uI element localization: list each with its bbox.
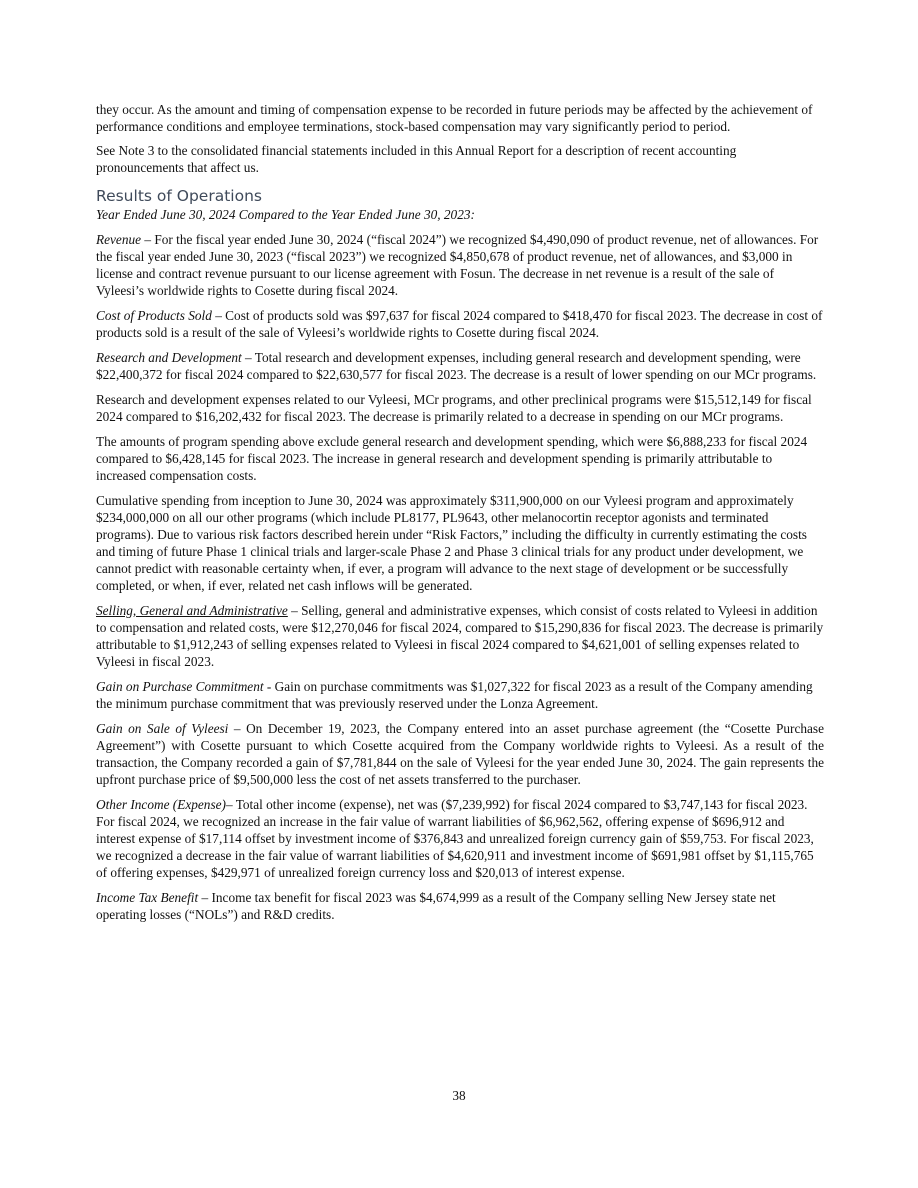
- tax-paragraph: [96, 889, 824, 923]
- gain-purchase-text: - Gain on purchase commitments was $1,027,322 for fiscal 2023 as a result of the Company amending the minimum purchase commitment that was previously reserved under the Lonza Agreement.: [96, 679, 813, 711]
- document-body: [96, 101, 824, 931]
- other-income-text: – Total other income (expense), net was ($7,239,992) for fiscal 2024 compared to $3,747,143 for fiscal 2023. For fiscal 2024, we recognized an increase in the fair value of warrant liabilities of $6,962,562, offering expense of $696,912 and interest expense of $17,114 offset by investment income of $376,843 and unrealized foreign currency gain of $59,753. For fiscal 2023, we recognized a decrease in the fair value of warrant liabilities of $4,620,911 and investment income of $691,981 offset by $1,115,765 of offering expenses, $429,971 of unrealized foreign currency loss and $20,013 of interest expense.: [96, 797, 814, 880]
- tax-text: – Income tax benefit for fiscal 2023 was $4,674,999 as a result of the Company selling New Jersey state net operating losses (“NOLs”) and R&D credits.: [96, 890, 776, 922]
- other-income-paragraph: [96, 796, 824, 881]
- revenue-paragraph: [96, 231, 824, 299]
- sga-paragraph: [96, 602, 824, 670]
- other-income-lead: Other Income (Expense): [96, 797, 226, 812]
- cost-lead: Cost of Products Sold: [96, 308, 212, 323]
- sga-text: – Selling, general and administrative expenses, which consist of costs related to Vyleesi in addition to compensation and related costs, were $12,270,046 for fiscal 2024, compared to $15,290,836 for fiscal 2023. The decrease is primarily attributable to $1,912,243 of selling expenses related to Vyleesi in fiscal 2024 compared to $4,621,001 of selling expenses related to Vyleesi in fiscal 2023.: [96, 603, 824, 669]
- cost-text: – Cost of products sold was $97,637 for fiscal 2024 compared to $418,470 for fiscal 2023. The decrease in cost of products sold is a result of the sale of Vyleesi’s worldwide rights to Cosette during fiscal 2024.: [96, 308, 823, 340]
- rnd-lead: Research and Development: [96, 350, 242, 365]
- gain-sale-lead: Gain on Sale of Vyleesi: [96, 721, 229, 736]
- revenue-text: – For the fiscal year ended June 30, 2024 (“fiscal 2024”) we recognized $4,490,090 of product revenue, net of allowances. For the fiscal year ended June 30, 2023 (“fiscal 2023”) we recognized $4,850,678 of product revenue, net of allowances, and $3,000 in license and contract revenue pursuant to our license agreement with Fosun. The decrease in net revenue is a result of the sale of Vyleesi’s worldwide rights to Cosette during fiscal 2024.: [96, 232, 819, 298]
- rnd-general-paragraph: The amounts of program spending above exclude general research and development spending, which were $6,888,233 for fiscal 2024 compared to $6,428,145 for fiscal 2023. The increase in general research and development spending is primarily attributable to increased compensation costs.: [96, 434, 808, 483]
- gain-sale-text: – On December 19, 2023, the Company entered into an asset purchase agreement (the “Cosette Purchase Agreement”) with Cosette pursuant to which Cosette acquired from the Company worldwide rights to Vyleesi. As a result of the transaction, the Company recorded a gain of $7,781,844 on the sale of Vyleesi for the year ended June 30, 2024. The gain represents the upfront purchase price of $9,500,000 less the cost of net assets transferred to the purchaser.: [96, 721, 824, 787]
- gain-purchase-paragraph: [96, 678, 824, 712]
- cumulative-spending-paragraph: Cumulative spending from inception to June 30, 2024 was approximately $311,900,000 on our Vyleesi program and approximately $234,000,000 on all our other programs (which include PL8177, PL9643, other melanocortin receptor agonists and terminated programs). Due to various risk factors described herein under “Risk Factors,” including the difficulty in currently estimating the costs and timing of future Phase 1 clinical trials and larger-scale Phase 2 and Phase 3 clinical trials for any product under development, we cannot predict with reasonable certainty when, if ever, a program will advance to the next stage of development or be successfully completed, or when, if ever, related net cash inflows will be generated.: [96, 493, 807, 593]
- section-subheading: Year Ended June 30, 2024 Compared to the Year Ended June 30, 2023:: [96, 207, 475, 222]
- sga-lead: Selling, General and Administrative: [96, 603, 288, 618]
- intro-paragraph-2: See Note 3 to the consolidated financial statements included in this Annual Report for a description of recent accounting pronouncements that affect us.: [96, 143, 737, 175]
- rnd-text: – Total research and development expenses, including general research and development spending, were $22,400,372 for fiscal 2024 compared to $22,630,577 for fiscal 2023. The decrease is a result of lower spending on our MCr programs.: [96, 350, 817, 382]
- intro-paragraph-1: they occur. As the amount and timing of compensation expense to be recorded in future periods may be affected by the achievement of performance conditions and employee terminations, stock-based compensation may vary significantly period to period.: [96, 102, 813, 134]
- rnd-paragraph: [96, 349, 824, 383]
- rnd-programs-paragraph: Research and development expenses related to our Vyleesi, MCr programs, and other preclinical programs were $15,512,149 for fiscal 2024 compared to $16,202,432 for fiscal 2023. The decrease is primarily related to a decrease in spending on our MCr programs.: [96, 392, 812, 424]
- revenue-lead: Revenue: [96, 232, 142, 247]
- page-number: 38: [452, 1088, 466, 1103]
- tax-lead: Income Tax Benefit: [96, 890, 199, 905]
- gain-purchase-lead: Gain on Purchase Commitment: [96, 679, 264, 694]
- section-heading: Results of Operations: [96, 187, 262, 205]
- cost-paragraph: [96, 307, 824, 341]
- gain-sale-paragraph: [96, 720, 824, 788]
